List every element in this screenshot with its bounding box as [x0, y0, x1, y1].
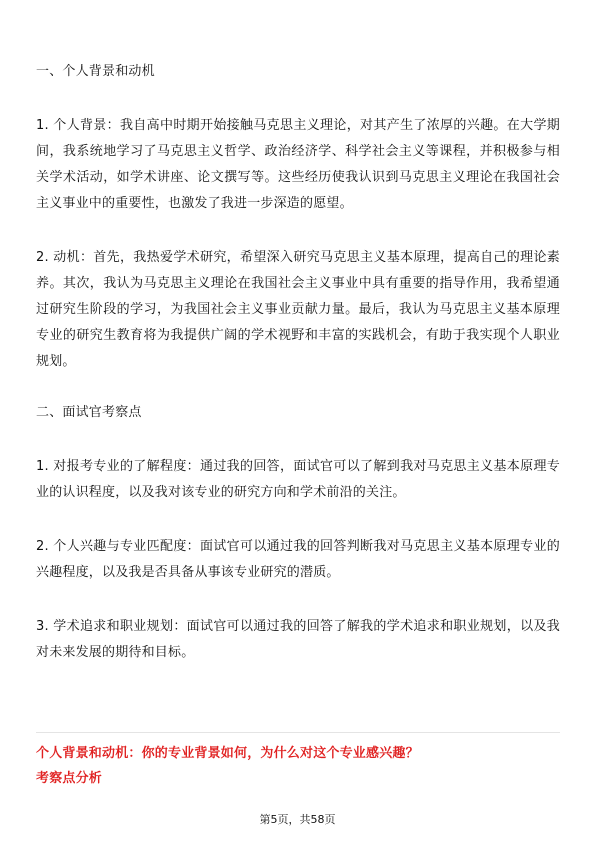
- paragraph-point-career: 3. 学术追求和职业规划：面试官可以通过我的回答了解我的学术追求和职业规划，以及我对未来发展的期待和目标。: [36, 619, 560, 660]
- section-heading-interviewer-points: 二、面试官考察点: [36, 405, 142, 420]
- highlight-subheading: 考察点分析: [36, 771, 103, 786]
- paragraph-point-understanding: 1. 对报考专业的了解程度：通过我的回答，面试官可以了解到我对马克思主义基本原理专业的认识程度，以及我对该专业的研究方向和学术前沿的关注。: [36, 459, 560, 500]
- highlight-question: 个人背景和动机：你的专业背景如何，为什么对这个专业感兴趣？: [36, 746, 419, 761]
- page-number: 第5页，共58页: [259, 813, 336, 826]
- paragraph-personal-background: 1. 个人背景：我自高中时期开始接触马克思主义理论，对其产生了浓厚的兴趣。在大学期间，我系统地学习了马克思主义哲学、政治经济学、科学社会主义等课程，并积极参与相关学术活动，如学术讲座、论文撰写等。这些经历使我认识到马克思主义理论在我国社会主义事业中的重要性，也激发了我进一步深造的愿望。: [36, 118, 560, 211]
- section-divider: [36, 732, 560, 733]
- paragraph-motivation: 2. 动机：首先，我热爱学术研究，希望深入研究马克思主义基本原理，提高自己的理论素养。其次，我认为马克思主义理论在我国社会主义事业中具有重要的指导作用，我希望通过研究生阶段的学习，为我国社会主义事业贡献力量。最后，我认为马克思主义基本原理专业的研究生教育将为我提供广阔的学术视野和丰富的实践机会，有助于我实现个人职业规划。: [36, 250, 560, 369]
- paragraph-point-interest: 2. 个人兴趣与专业匹配度：面试官可以通过我的回答判断我对马克思主义基本原理专业的兴趣程度，以及我是否具备从事该专业研究的潜质。: [36, 539, 560, 580]
- section-heading-background: 一、个人背景和动机: [36, 64, 155, 79]
- document-body: [36, 62, 560, 694]
